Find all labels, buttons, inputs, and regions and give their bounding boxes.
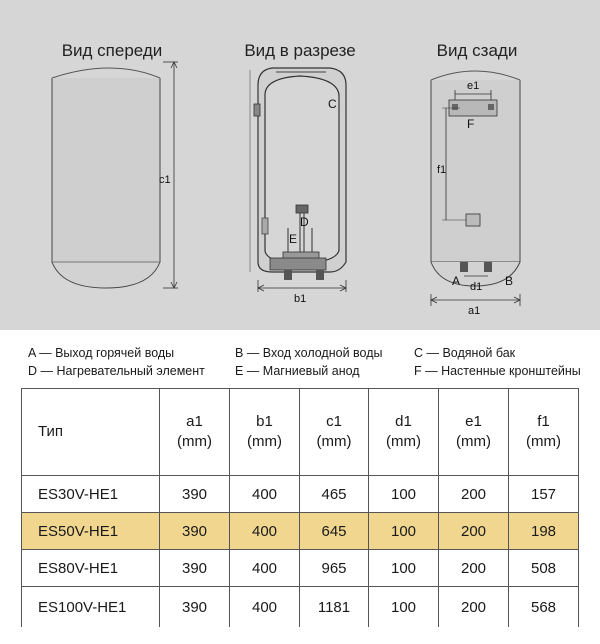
col-header-c1	[300, 389, 369, 476]
back-view-title: Вид сзади	[436, 41, 518, 60]
cell-a1: 390	[160, 550, 230, 587]
section-view	[250, 68, 346, 305]
legend-item-E: E — Магниевый анод	[235, 364, 360, 378]
col-header-e1	[439, 389, 509, 476]
cell-f1: 157	[509, 476, 579, 513]
col-header-a1-label: a1	[186, 413, 203, 430]
col-header-e1-label: e1	[465, 413, 482, 430]
legend-item-A: A — Выход горячей воды	[28, 346, 175, 360]
cell-f1: 198	[509, 513, 579, 550]
legend-item-F: F — Настенные кронштейны	[414, 364, 581, 378]
col-header-a1	[160, 389, 230, 476]
cell-e1: 200	[439, 476, 509, 513]
dim-b1-label: b1	[294, 293, 307, 305]
cell-type: ES80V-HE1	[22, 550, 160, 587]
spec-table	[21, 388, 579, 627]
front-view-title: Вид спереди	[61, 41, 163, 60]
label-E: E	[289, 232, 298, 246]
cell-d1: 100	[369, 476, 439, 513]
dim-e1-label: e1	[467, 80, 480, 92]
cell-b1: 400	[230, 476, 300, 513]
cell-e1: 200	[439, 550, 509, 587]
cell-c1: 645	[300, 513, 369, 550]
col-header-c1-unit: (mm)	[316, 433, 352, 450]
dim-a1-label: a1	[468, 305, 481, 317]
col-header-c1-label: c1	[326, 413, 342, 430]
table-row-highlighted	[22, 513, 579, 550]
cell-type: ES30V-HE1	[22, 476, 160, 513]
cell-a1: 390	[160, 513, 230, 550]
label-F: F	[467, 117, 475, 131]
col-header-d1-unit: (mm)	[386, 433, 421, 450]
col-header-d1	[369, 389, 439, 476]
dim-c1-label: c1	[159, 174, 171, 186]
col-header-b1-label: b1	[256, 413, 273, 430]
table-row	[22, 476, 579, 513]
label-B: B	[505, 274, 514, 288]
col-header-b1	[230, 389, 300, 476]
col-header-e1-unit: (mm)	[456, 433, 491, 450]
col-header-b1-unit: (mm)	[247, 433, 282, 450]
cell-f1: 508	[509, 550, 579, 587]
table-row	[22, 550, 579, 587]
legend-item-B: B — Вход холодной воды	[235, 346, 383, 360]
legend-item-C: C — Водяной бак	[414, 346, 516, 360]
table-header-row	[22, 389, 579, 476]
front-view	[52, 62, 178, 288]
cell-c1: 965	[300, 550, 369, 587]
dim-f1-label: f1	[437, 164, 447, 176]
cell-b1: 400	[230, 513, 300, 550]
label-C: C	[328, 97, 337, 111]
col-header-type-label: Тип	[38, 423, 64, 440]
cell-b1: 400	[230, 587, 300, 628]
col-header-d1-label: d1	[395, 413, 412, 430]
dim-d1-label: d1	[470, 281, 483, 293]
col-header-a1-unit: (mm)	[177, 433, 212, 450]
cell-e1: 200	[439, 513, 509, 550]
legend	[0, 340, 600, 384]
col-header-f1	[509, 389, 579, 476]
cell-f1: 568	[509, 587, 579, 628]
cell-e1: 200	[439, 587, 509, 628]
cell-c1: 1181	[300, 587, 369, 628]
label-A: A	[452, 274, 461, 288]
cell-b1: 400	[230, 550, 300, 587]
cell-d1: 100	[369, 587, 439, 628]
cell-type: ES50V-HE1	[22, 513, 160, 550]
cell-d1: 100	[369, 550, 439, 587]
cell-d1: 100	[369, 513, 439, 550]
cell-type: ES100V-HE1	[22, 587, 160, 628]
label-D: D	[300, 215, 309, 229]
col-header-type	[22, 389, 160, 476]
section-view-title: Вид в разрезе	[244, 41, 356, 60]
table-row	[22, 587, 579, 628]
legend-item-D: D — Нагревательный элемент	[28, 364, 205, 378]
col-header-f1-label: f1	[537, 413, 550, 430]
cell-a1: 390	[160, 476, 230, 513]
cell-a1: 390	[160, 587, 230, 628]
col-header-f1-unit: (mm)	[526, 433, 561, 450]
cell-c1: 465	[300, 476, 369, 513]
